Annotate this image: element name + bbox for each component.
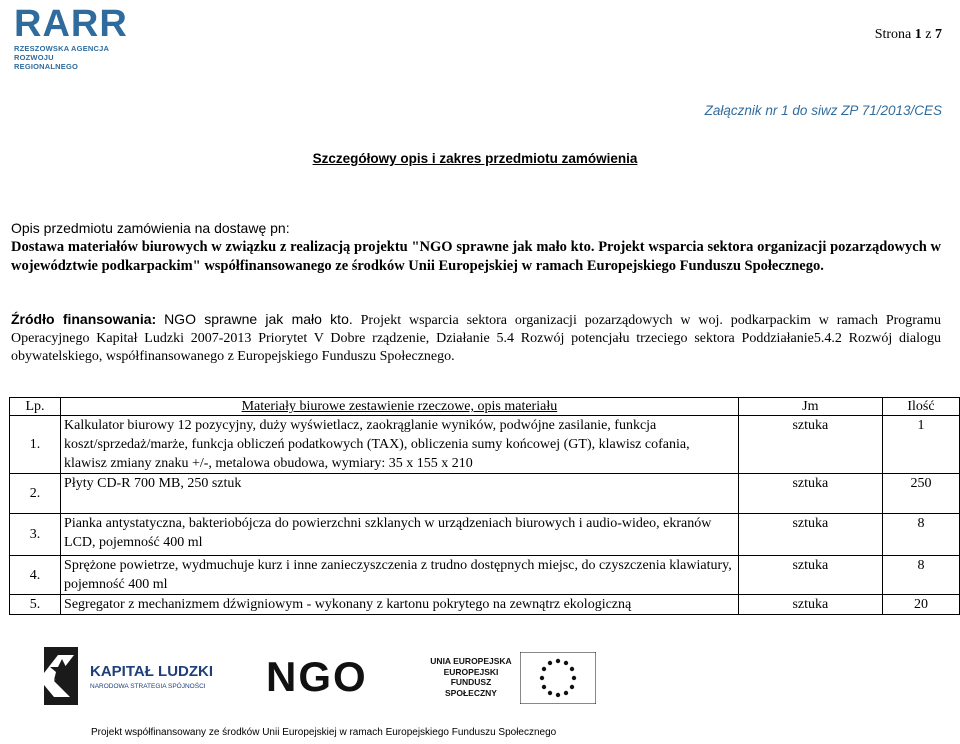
header-quantity: Ilość [882,398,959,416]
page-separator: z [925,27,932,42]
header-unit: Jm [738,398,882,416]
table-header-row [10,398,960,416]
page-number [875,27,942,43]
kapital-ludzki-subtitle: NARODOWA STRATEGIA SPÓJNOŚCI [90,683,206,690]
row-lp: 2. [10,474,61,514]
row-description: Kalkulator biurowy 12 pozycyjny, duży wyświetlacz, zaokrąglanie wyników, podwójne zasilanie, funkcja koszt/sprzedaż/marże, funkcja obliczeń podatkowych (TAX), obliczenia sumy końcowej (GT), klawisz cofania, klawisz zmiany znaku +/-, metalowa obudowa, wymiary: 35 x 155 x 210 [61,416,739,474]
eu-flag-icon [520,652,596,704]
kapital-ludzki-logo [44,647,214,707]
materials-table [9,397,960,615]
intro-text: Opis przedmiotu zamówienia na dostawę pn: [11,220,290,236]
table-row [10,556,960,595]
row-quantity: 8 [882,514,959,556]
eu-text-block [428,656,514,698]
table-row [10,474,960,514]
eu-text-3: FUNDUSZ SPOŁECZNY [445,677,497,698]
rarr-logo [14,3,128,71]
row-quantity: 250 [882,474,959,514]
page-current: 1 [914,27,922,42]
row-description: Segregator z mechanizmem dźwigniowym - wykonany z kartonu pokrytego na zewnątrz ekologiczną [61,595,739,615]
table-row [10,595,960,615]
funding-project-name: NGO sprawne jak mało kto. [164,311,353,327]
row-description: Płyty CD-R 700 MB, 250 sztuk [61,474,739,514]
funding-details: Projekt wsparcia sektora organizacji pozarządowych w woj. podkarpackim w ramach Programu Operacyjnego Kapitał Ludzki 2007-2013 Priorytet V Dobre rządzenie, Działanie 5.4 Rozwój potencjału trzeciego sektora Poddziałanie5.4.2 Rozwój dialogu obywatelskiego, współfinansowanego z Europejskiego Funduszu Społecznego. [11,313,942,364]
row-quantity: 8 [882,556,959,595]
funding-label: Źródło finansowania: [11,311,157,327]
kapital-ludzki-title: KAPITAŁ LUDZKI [90,663,214,680]
row-unit: sztuka [738,474,882,514]
row-lp: 5. [10,595,61,615]
rarr-logo-subtitle-1: RZESZOWSKA AGENCJA [14,44,110,53]
document-title: Szczegółowy opis i zakres przedmiotu zamówienia [312,151,638,166]
table-row [10,514,960,556]
row-lp: 1. [10,416,61,474]
page-label: Strona [874,27,912,42]
ngo-logo [266,653,368,700]
row-unit: sztuka [738,514,882,556]
row-quantity: 1 [882,416,959,474]
kapital-ludzki-emblem-icon [44,647,78,705]
delivery-description: Dostawa materiałów biurowych w związku z realizacją projektu "NGO sprawne jak mało kto. Projekt wsparcia sektora organizacji pozarządowych w województwie podkarpackim" współfinansowanego ze środków Unii Europejskiej w ramach Europejskiego Funduszu Społecznego. [11,239,941,274]
table-row [10,416,960,474]
row-lp: 4. [10,556,61,595]
rarr-logo-subtitle-2: ROZWOJU REGIONALNEGO [14,53,79,71]
row-quantity: 20 [882,595,959,615]
funding-source [11,310,941,366]
row-description: Pianka antystatyczna, bakteriobójcza do powierzchni szklanych w urządzeniach biurowych i audio-wideo, ekranów LCD, pojemność 400 ml [61,514,739,556]
row-lp: 3. [10,514,61,556]
row-unit: sztuka [738,416,882,474]
eu-text-1: UNIA EUROPEJSKA [430,656,512,666]
rarr-logo-title: RARR [14,3,128,45]
ngo-logo-text: NGO [266,653,368,700]
eu-text-2: EUROPEJSKI [443,666,499,677]
row-unit: sztuka [738,595,882,615]
footer-cofinancing-note: Projekt współfinansowany ze środków Unii Europejskiej w ramach Europejskiego Funduszu Społecznego [91,727,557,738]
row-description: Sprężone powietrze, wydmuchuje kurz i inne zanieczyszczenia z trudno dostępnych miejsc, do czyszczenia klawiatury, pojemność 400 ml [61,556,739,595]
header-description: Materiały biurowe zestawienie rzeczowe, opis materiału [61,398,739,416]
eu-efs-logo [428,652,628,704]
attachment-label: Załącznik nr 1 do siwz ZP 71/2013/CES [704,103,942,118]
page-total: 7 [935,27,942,42]
header-lp: Lp. [10,398,61,416]
row-unit: sztuka [738,556,882,595]
